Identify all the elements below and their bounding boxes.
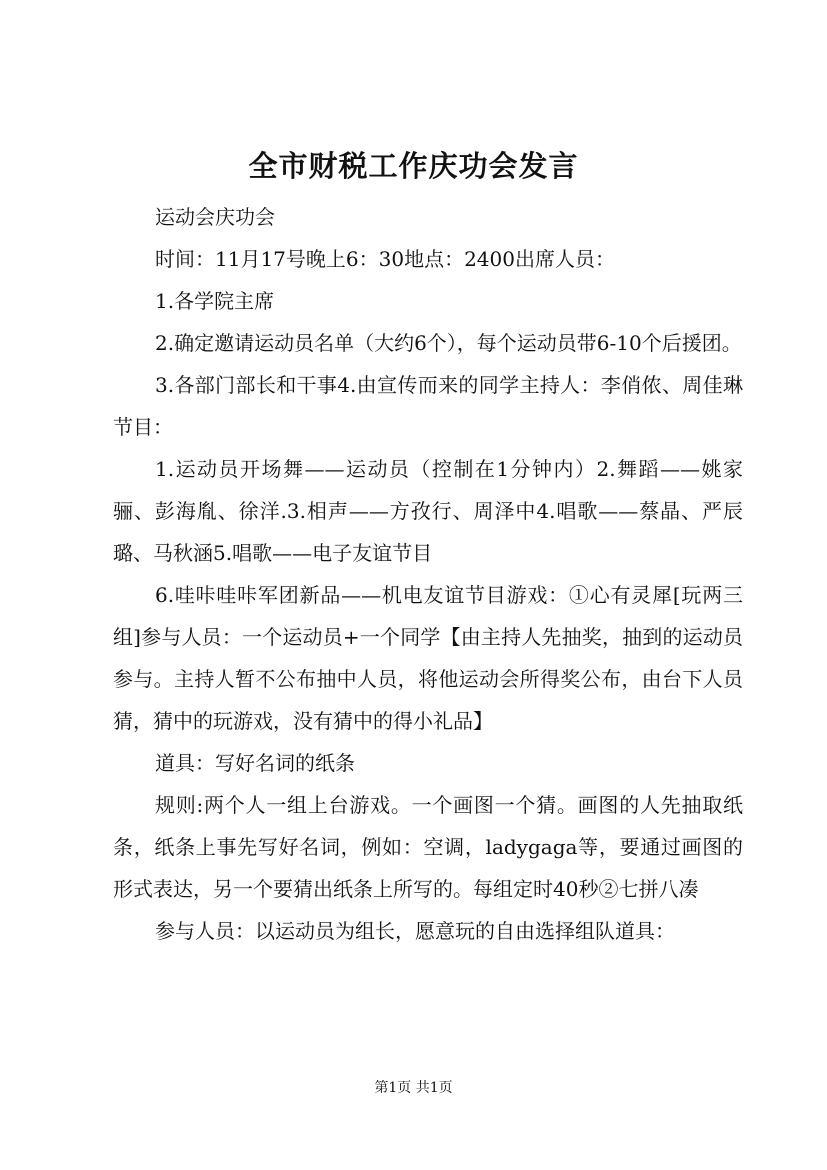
paragraph-time-location: 时间：11月17号晚上6：30地点：2400出席人员： bbox=[155, 247, 615, 271]
document-title: 全市财税工作庆功会发言 bbox=[248, 149, 579, 183]
paragraph-props: 道具：写好名词的纸条 bbox=[155, 751, 355, 775]
document-body bbox=[113, 196, 743, 952]
paragraph-rules: 规则:两个人一组上台游戏。一个画图一个猜。画图的人先抽取纸条，纸条上事先写好名词，例如：空调，ladygaga等，要通过画图的形式表达，另一个要猜出纸条上所写的。每组定时40秒②七拼八凑 bbox=[113, 793, 743, 901]
page-footer: 第1页 共1页 bbox=[374, 1080, 453, 1096]
paragraph-attendee-2: 2.确定邀请运动员名单（大约6个），每个运动员带6-10个后援团。 bbox=[155, 331, 742, 355]
paragraph-subtitle: 运动会庆功会 bbox=[155, 205, 275, 229]
paragraph-game-1: 6.哇咔哇咔军团新品——机电友谊节目游戏：①心有灵犀[玩两三组]参与人员：一个运动员+一个同学【由主持人先抽奖，抽到的运动员参与。主持人暂不公布抽中人员，将他运动会所得奖公布，由台下人员猜，猜中的玩游戏，没有猜中的得小礼品】 bbox=[113, 583, 743, 733]
paragraph-program-list: 1.运动员开场舞——运动员（控制在1分钟内）2.舞蹈——姚家骊、彭海胤、徐洋.3.相声——方孜行、周泽中4.唱歌——蔡晶、严辰璐、马秋涵5.唱歌——电子友谊节目 bbox=[113, 457, 743, 565]
paragraph-participants: 参与人员：以运动员为组长，愿意玩的自由选择组队道具： bbox=[155, 919, 675, 943]
paragraph-attendee-3: 3.各部门部长和干事4.由宣传而来的同学主持人：李俏侬、周佳琳节目： bbox=[113, 373, 743, 439]
paragraph-attendee-1: 1.各学院主席 bbox=[155, 289, 275, 313]
